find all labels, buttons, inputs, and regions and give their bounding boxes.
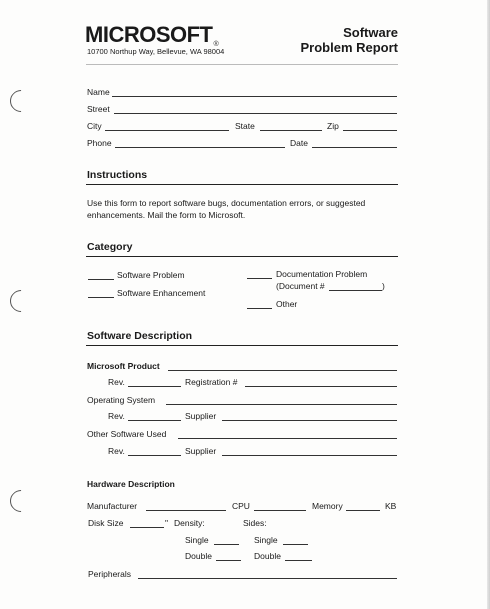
other-supplier-field[interactable]	[222, 455, 397, 456]
peripherals-label: Peripherals	[88, 569, 131, 579]
category-rule	[86, 256, 398, 257]
street-field[interactable]	[114, 113, 397, 114]
other-label: Other	[276, 299, 298, 309]
sides-label: Sides:	[243, 518, 267, 528]
street-label: Street	[87, 104, 110, 114]
state-label: State	[235, 121, 255, 131]
binder-hole-icon	[5, 85, 36, 116]
instructions-heading: Instructions	[87, 169, 148, 181]
software-problem-checkbox[interactable]	[88, 279, 114, 280]
software-description-heading: Software Description	[87, 330, 193, 342]
sides-double-field[interactable]	[285, 560, 312, 561]
manufacturer-label: Manufacturer	[87, 501, 138, 511]
phone-label: Phone	[87, 138, 112, 148]
cpu-field[interactable]	[254, 510, 306, 511]
density-single-label: Single	[185, 535, 209, 545]
logo-text: MICROSOFT	[85, 22, 213, 47]
disk-size-field[interactable]	[130, 527, 164, 528]
os-rev-field[interactable]	[128, 420, 181, 421]
registered-mark: ®	[213, 41, 219, 48]
name-label: Name	[87, 87, 110, 97]
software-description-rule	[86, 345, 398, 346]
inch-mark: "	[165, 518, 169, 528]
city-field[interactable]	[105, 130, 229, 131]
other-rev-label: Rev.	[108, 446, 125, 456]
peripherals-field[interactable]	[138, 578, 397, 579]
memory-label: Memory	[312, 501, 343, 511]
date-label: Date	[290, 138, 308, 148]
instructions-rule	[86, 184, 398, 185]
microsoft-product-label: Microsoft Product	[87, 361, 160, 371]
density-double-field[interactable]	[216, 560, 241, 561]
cpu-label: CPU	[232, 501, 250, 511]
hardware-description-heading: Hardware Description	[87, 479, 175, 489]
category-heading: Category	[87, 241, 133, 253]
zip-field[interactable]	[343, 130, 397, 131]
disk-size-label: Disk Size	[88, 518, 124, 528]
microsoft-product-field[interactable]	[168, 370, 397, 371]
software-problem-label: Software Problem	[117, 270, 185, 280]
other-rev-field[interactable]	[128, 455, 181, 456]
documentation-problem-checkbox[interactable]	[247, 278, 272, 279]
document-number-close: )	[382, 281, 385, 291]
sides-single-field[interactable]	[283, 544, 308, 545]
density-double-label: Double	[185, 551, 212, 561]
city-label: City	[87, 121, 102, 131]
phone-field[interactable]	[115, 147, 285, 148]
header-divider	[86, 64, 398, 65]
software-enhancement-label: Software Enhancement	[117, 288, 206, 298]
density-label: Density:	[174, 518, 205, 528]
registration-field[interactable]	[245, 386, 397, 387]
state-field[interactable]	[260, 130, 322, 131]
sides-double-label: Double	[254, 551, 281, 561]
sides-single-label: Single	[254, 535, 278, 545]
manufacturer-field[interactable]	[146, 510, 226, 511]
instructions-text: Use this form to report software bugs, documentation errors, or suggested enhancements. Mail the form to Microsoft.	[87, 198, 366, 220]
other-software-label: Other Software Used	[87, 429, 167, 439]
company-address: 10700 Northup Way, Bellevue, WA 98004	[87, 47, 225, 56]
product-rev-field[interactable]	[128, 386, 181, 387]
binder-hole-icon	[5, 285, 36, 316]
os-supplier-label: Supplier	[185, 411, 217, 421]
company-logo	[85, 22, 218, 48]
form-title-line2: Problem Report	[300, 40, 398, 55]
os-supplier-field[interactable]	[222, 420, 397, 421]
other-checkbox[interactable]	[247, 308, 272, 309]
date-field[interactable]	[312, 147, 397, 148]
document-number-field[interactable]	[329, 290, 382, 291]
zip-label: Zip	[327, 121, 339, 131]
product-rev-label: Rev.	[108, 377, 125, 387]
binder-hole-icon	[5, 485, 36, 516]
document-number-label: (Document #	[276, 281, 325, 291]
operating-system-label: Operating System	[87, 395, 156, 405]
memory-field[interactable]	[346, 510, 380, 511]
name-field[interactable]	[112, 96, 397, 97]
os-rev-label: Rev.	[108, 411, 125, 421]
operating-system-field[interactable]	[166, 404, 397, 405]
density-single-field[interactable]	[214, 544, 239, 545]
kb-label: KB	[385, 501, 397, 511]
other-software-field[interactable]	[178, 438, 397, 439]
form-title-line1: Software	[343, 25, 398, 40]
other-supplier-label: Supplier	[185, 446, 217, 456]
software-enhancement-checkbox[interactable]	[88, 297, 114, 298]
registration-label: Registration #	[185, 377, 238, 387]
documentation-problem-label: Documentation Problem	[276, 269, 368, 279]
